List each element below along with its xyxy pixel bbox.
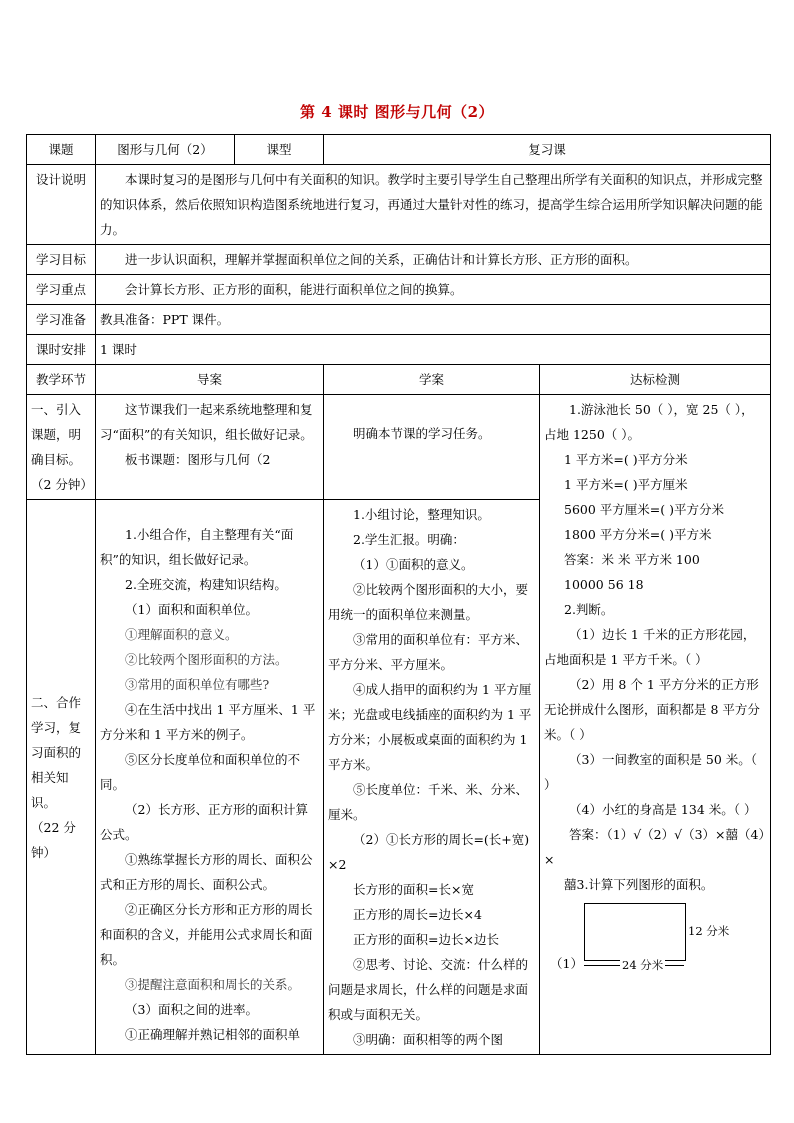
test-item: 1 平方米=( )平方分米 [564,452,688,467]
row-headers [27,365,771,395]
key-text: 会计算长方形、正方形的面积，能进行面积单位之间的换算。 [125,282,463,297]
page-title: 第 4 课时 图形与几何（2） [299,103,495,121]
course-value: 图形与几何（2） [96,135,235,165]
guide-item: 2.全班交流，构建知识结构。 [125,577,287,592]
test-answer: 答案：米 米 平方米 100 [564,552,700,567]
course-type-value: 复习课 [324,135,771,165]
stage2-label-line: （22 分钟） [31,819,76,860]
study-item: 正方形的周长=边长×4 [353,907,482,922]
stage1-label-line: 确目标。 [31,452,82,467]
lesson-plan-table [26,134,771,1055]
guide-item: ③提醒注意面积和周长的关系。 [125,977,301,992]
test-item: 囍3.计算下列图形的面积。 [564,877,714,892]
stage1-guide-board: 板书课题：图形与几何（2 [125,452,271,467]
goal-text: 进一步认识面积，理解并掌握面积单位之间的关系，正确估计和计算长方形、正方形的面积。 [125,252,638,267]
key-cell [96,275,771,305]
test-item: （4）小红的身高是 134 米。（ ） [569,802,757,817]
prep-label: 学习准备 [27,305,96,335]
row-prep [27,305,771,335]
test-item: 1800 平方分米=( )平方米 [564,527,712,542]
guide-item: （2）长方形、正方形的面积计算公式。 [100,802,308,842]
header-study: 学案 [324,365,540,395]
guide-item: ⑤区分长度单位和面积单位的不同。 [100,752,301,792]
stage2-guide [96,500,324,1055]
design-text: 本课时复习的是图形与几何中有关面积的知识。教学时主要引导学生自己整理出所学有关面积的知识点，并形成完整的知识体系，然后依照知识构造图系统地进行复习，再通过大量针对性的练习，提高学生综合运用所学知识解决问题的能力。 [100,172,763,237]
test-answer: 10000 56 18 [564,577,644,592]
stage2-label-line: 学习，复 [31,719,82,735]
test-answer: 答案：（1）√（2）√（3）×囍（4）× [544,827,765,867]
stage2-label-line: 相关知识。 [31,769,69,810]
study-item: ②思考、讨论、交流：什么样的问题是求周长，什么样的问题是求面积或与面积无关。 [328,957,529,1022]
test-item: （3）一间教室的面积是 50 米。（ ） [544,752,758,792]
study-item: 正方形的面积=边长×边长 [353,932,499,947]
row-key [27,275,771,305]
study-item: ④成人指甲的面积约为 1 平方厘米；光盘或电线插座的面积约为 1 平方分米；小展板或桌面的面积约为 1 平方米。 [328,682,532,772]
study-item: 2.学生汇报。明确： [353,532,465,547]
figure-number: （1） [550,956,583,971]
guide-item: ③常用的面积单位有哪些? [125,677,270,692]
guide-item: ④在生活中找出 1 平方厘米、1 平方分米和 1 平方米的例子。 [100,702,316,742]
stage1-study [324,395,540,500]
row-goal [27,245,771,275]
goal-label: 学习目标 [27,245,96,275]
test-item: （2）用 8 个 1 平方分米的正方形无论拼成什么图形，面积都是 8 平方分米。（ ） [544,677,760,742]
guide-item: ②正确区分长方形和正方形的周长和面积的含义，并能用公式求周长和面积。 [100,902,313,967]
time-text: 1 课时 [96,335,771,365]
design-cell [96,165,771,245]
stage1-study-text: 明确本节课的学习任务。 [353,425,491,441]
test-item: 2.判断。 [564,602,614,617]
guide-item: （1）面积和面积单位。 [125,602,258,617]
study-item: ③明确：面积相等的两个图 [353,1032,504,1047]
key-label: 学习重点 [27,275,96,305]
header-stage: 教学环节 [27,365,96,395]
rectangle-figure [544,899,766,973]
stage1-label [27,395,96,500]
test-item: 1.游泳池长 50（ ），宽 25（ ），占地 1250（ ）。 [544,402,754,442]
stage1-label-line: 课题，明 [31,427,82,442]
test-cell [540,395,771,1055]
design-label: 设计说明 [27,165,96,245]
guide-item: ①理解面积的意义。 [125,627,238,642]
row-design [27,165,771,245]
study-item: ②比较两个图形面积的大小，要用统一的面积单位来测量。 [328,582,529,622]
stage1-guide-text: 这节课我们一起来系统地整理和复习“面积”的有关知识，组长做好记录。 [100,402,313,442]
course-type-label: 课型 [235,135,324,165]
row-course [27,135,771,165]
guide-item: ①正确理解并熟记相邻的面积单 [125,1027,301,1042]
study-item: ⑤长度单位：千米、米、分米、厘米。 [328,782,529,822]
course-label: 课题 [27,135,96,165]
test-item: 5600 平方厘米=( )平方分米 [564,502,724,517]
row-time [27,335,771,365]
guide-item: ①熟练掌握长方形的周长、面积公式和正方形的周长、面积公式。 [100,852,313,892]
stage2-label [27,500,96,1055]
height-label: 12 分米 [688,924,730,938]
study-item: （1）①面积的意义。 [353,557,474,572]
stage1-label-line: 一、引入 [31,402,82,417]
study-item: 长方形的面积=长×宽 [353,882,474,897]
guide-item: （3）面积之间的进率。 [125,1002,258,1017]
stage2-study [324,500,540,1055]
guide-item: ②比较两个图形面积的方法。 [125,652,288,667]
header-guide: 导案 [96,365,324,395]
test-item: （1）边长 1 千米的正方形花园，占地面积是 1 平方千米。（ ） [544,627,756,667]
prep-text: 教具准备：PPT 课件。 [96,305,771,335]
goal-cell [96,245,771,275]
study-item: 1.小组讨论，整理知识。 [353,507,490,522]
width-label: 24 分米 [620,953,665,978]
study-item: （2）①长方形的周长=(长+宽)×2 [328,832,530,872]
header-test: 达标检测 [540,365,771,395]
time-label: 课时安排 [27,335,96,365]
row-stage1 [27,395,771,500]
study-item: ③常用的面积单位有：平方米、平方分米、平方厘米。 [328,632,529,672]
stage1-guide [96,395,324,500]
stage2-label-line: 二、合作 [31,694,82,710]
test-item: 1 平方米=( )平方厘米 [564,477,688,492]
stage2-label-line: 习面积的 [31,744,82,760]
stage1-label-line: （2 分钟） [31,477,93,492]
guide-item: 1.小组合作，自主整理有关“面积”的知识，组长做好记录。 [100,527,294,567]
